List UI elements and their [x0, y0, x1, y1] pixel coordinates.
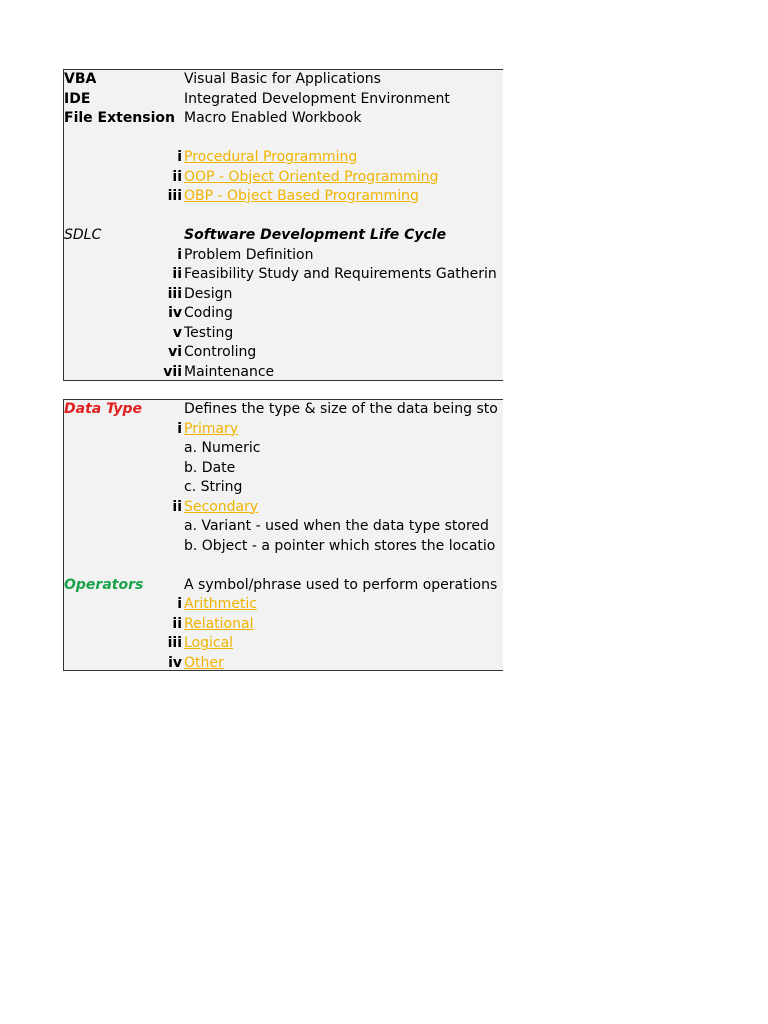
step-number: vii	[163, 363, 182, 380]
term-vba: VBA	[64, 71, 97, 87]
row-primary-item-3	[64, 478, 503, 498]
row-sdlc-step-2	[64, 265, 503, 285]
empty-row	[64, 207, 503, 227]
link-oop[interactable]: OOP - Object Oriented Programming	[184, 168, 439, 185]
link-relational[interactable]: Relational	[184, 615, 254, 632]
step-number: iv	[168, 305, 182, 321]
secondary-number: ii	[172, 498, 182, 515]
term-data-type: Data Type	[64, 401, 142, 417]
step-label: Controling	[184, 344, 257, 360]
link-procedural-programming[interactable]: Procedural Programming	[184, 149, 358, 165]
link-logical[interactable]: Logical	[184, 635, 234, 651]
step-label: Problem Definition	[184, 246, 314, 263]
link-primary[interactable]: Primary	[184, 420, 239, 437]
step-label: Coding	[184, 305, 233, 321]
row-paradigm-2	[64, 168, 503, 188]
step-number: vi	[168, 344, 182, 360]
secondary-item: b. Object - a pointer which stores the locatio	[184, 537, 496, 554]
row-sdlc-step-7	[64, 363, 503, 382]
row-sdlc-step-1	[64, 246, 503, 266]
link-secondary[interactable]: Secondary	[184, 498, 259, 515]
row-operator-3	[64, 634, 503, 654]
definition-vba: Visual Basic for Applications	[184, 71, 381, 87]
primary-item: a. Numeric	[184, 440, 261, 456]
step-number: iii	[167, 285, 182, 302]
paradigm-number: ii	[172, 168, 182, 185]
term-sdlc: SDLC	[64, 227, 102, 243]
row-vba	[64, 70, 503, 90]
paradigm-number: iii	[167, 188, 182, 204]
paradigm-number: i	[177, 149, 182, 165]
row-file-extension	[64, 109, 503, 129]
secondary-item: a. Variant - used when the data type stored	[184, 518, 489, 534]
link-other[interactable]: Other	[184, 654, 224, 671]
row-data-type	[64, 400, 503, 420]
row-operator-1	[64, 595, 503, 615]
term-ide: IDE	[64, 90, 91, 107]
step-label: Design	[184, 285, 233, 302]
empty-row	[64, 556, 503, 576]
definition-sdlc: Software Development Life Cycle	[184, 227, 447, 243]
row-paradigm-3	[64, 187, 503, 207]
row-sdlc-step-5	[64, 324, 503, 344]
row-primary-item-2	[64, 459, 503, 479]
row-sdlc-step-6	[64, 343, 503, 363]
step-number: v	[172, 324, 182, 341]
primary-number: i	[177, 420, 182, 437]
row-operators	[64, 576, 503, 596]
step-number: ii	[172, 266, 182, 282]
row-operator-2	[64, 615, 503, 635]
operator-number: i	[177, 596, 182, 612]
row-secondary-item-2	[64, 537, 503, 557]
definition-data-type: Defines the type & size of the data being sto	[184, 401, 498, 417]
empty-row	[64, 129, 503, 149]
row-sdlc-step-3	[64, 285, 503, 305]
definition-ide: Integrated Development Environment	[184, 90, 450, 107]
row-operator-4	[64, 654, 503, 672]
term-file-extension: File Extension	[64, 110, 175, 126]
row-secondary	[64, 498, 503, 518]
link-obp[interactable]: OBP - Object Based Programming	[184, 188, 419, 204]
row-primary-item-1	[64, 439, 503, 459]
definition-operators: A symbol/phrase used to perform operations	[184, 576, 498, 593]
step-label: Maintenance	[184, 363, 275, 380]
row-paradigm-1	[64, 148, 503, 168]
operator-number: ii	[172, 615, 182, 632]
glossary-block-general	[63, 69, 503, 381]
row-ide	[64, 90, 503, 110]
primary-item: b. Date	[184, 459, 236, 476]
operator-number: iv	[168, 654, 182, 671]
glossary-block-datatypes-operators	[63, 399, 503, 671]
term-operators: Operators	[64, 576, 144, 593]
link-arithmetic[interactable]: Arithmetic	[184, 596, 257, 612]
row-primary	[64, 420, 503, 440]
operator-number: iii	[167, 635, 182, 651]
definition-file-extension: Macro Enabled Workbook	[184, 110, 362, 126]
step-label: Feasibility Study and Requirements Gatherin	[184, 266, 497, 282]
primary-item: c. String	[184, 479, 243, 495]
row-sdlc	[64, 226, 503, 246]
step-label: Testing	[184, 324, 234, 341]
row-secondary-item-1	[64, 517, 503, 537]
step-number: i	[177, 246, 182, 263]
row-sdlc-step-4	[64, 304, 503, 324]
